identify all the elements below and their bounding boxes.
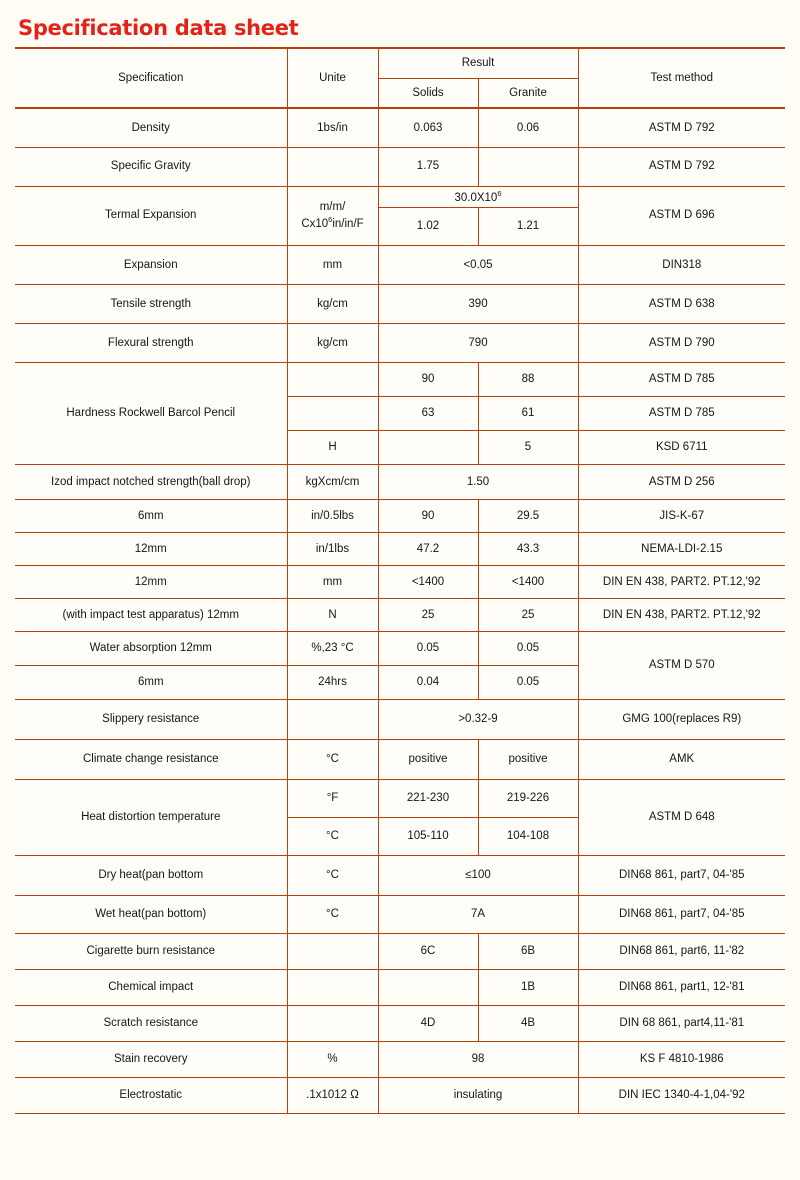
merged-result-cell: ≤100 xyxy=(378,855,578,895)
solids-cell: 221-230 xyxy=(378,779,478,817)
row-label: Density xyxy=(15,108,287,147)
merged-result-cell: 7A xyxy=(378,895,578,933)
unit-cell xyxy=(287,186,378,245)
unit-cell: in/0.5lbs xyxy=(287,499,378,532)
table-row xyxy=(15,245,785,284)
test-method-cell: DIN68 861, part6, 11-'82 xyxy=(578,933,785,969)
test-method-cell: DIN 68 861, part4,11-'81 xyxy=(578,1005,785,1041)
merged-superscript: 6 xyxy=(497,188,502,198)
table-row xyxy=(15,532,785,565)
table-row xyxy=(15,323,785,362)
column-header-solids: Solids xyxy=(378,78,478,108)
column-header-unite: Unite xyxy=(287,48,378,108)
solids-cell: 4D xyxy=(378,1005,478,1041)
unit-cell xyxy=(287,969,378,1005)
granite-cell: 219-226 xyxy=(478,779,578,817)
unit-cell: mm xyxy=(287,565,378,598)
merged-value: 30.0X10 xyxy=(454,191,498,204)
unit-cell xyxy=(287,1005,378,1041)
solids-cell: 90 xyxy=(378,362,478,396)
row-label: Electrostatic xyxy=(15,1077,287,1113)
unit-cell: kg/cm xyxy=(287,284,378,323)
solids-cell: 25 xyxy=(378,598,478,631)
merged-result-cell: 1.50 xyxy=(378,464,578,499)
merged-result-cell: 790 xyxy=(378,323,578,362)
test-method-cell: DIN EN 438, PART2. PT.12,'92 xyxy=(578,598,785,631)
table-row xyxy=(15,186,785,207)
merged-result-cell: insulating xyxy=(378,1077,578,1113)
granite-cell: 1.21 xyxy=(478,207,578,245)
granite-cell: 6B xyxy=(478,933,578,969)
solids-cell xyxy=(378,430,478,464)
row-label: Climate change resistance xyxy=(15,739,287,779)
test-method-cell: DIN IEC 1340-4-1,04-'92 xyxy=(578,1077,785,1113)
row-label: Dry heat(pan bottom xyxy=(15,855,287,895)
unit-cell xyxy=(287,362,378,396)
merged-result-cell: 390 xyxy=(378,284,578,323)
granite-cell: 0.06 xyxy=(478,108,578,147)
row-label: Water absorption 12mm xyxy=(15,631,287,665)
solids-cell: 47.2 xyxy=(378,532,478,565)
page-title: Specification data sheet xyxy=(18,16,299,40)
table-row xyxy=(15,1005,785,1041)
unit-cell: °C xyxy=(287,895,378,933)
test-method-cell: ASTM D 696 xyxy=(578,186,785,245)
test-method-cell: DIN EN 438, PART2. PT.12,'92 xyxy=(578,565,785,598)
table-row xyxy=(15,598,785,631)
table-row xyxy=(15,739,785,779)
table-row xyxy=(15,933,785,969)
test-method-cell: DIN318 xyxy=(578,245,785,284)
row-label: Izod impact notched strength(ball drop) xyxy=(15,464,287,499)
merged-result-cell: <0.05 xyxy=(378,245,578,284)
column-header-test-method: Test method xyxy=(578,48,785,108)
granite-cell: 1B xyxy=(478,969,578,1005)
specification-table xyxy=(15,47,785,1114)
table-row xyxy=(15,1041,785,1077)
granite-cell: 0.05 xyxy=(478,631,578,665)
column-header-result: Result xyxy=(378,48,578,78)
unit-cell: kgXcm/cm xyxy=(287,464,378,499)
test-method-cell: AMK xyxy=(578,739,785,779)
solids-cell: 90 xyxy=(378,499,478,532)
solids-cell: 0.063 xyxy=(378,108,478,147)
granite-cell: 43.3 xyxy=(478,532,578,565)
row-label: 12mm xyxy=(15,565,287,598)
test-method-cell: ASTM D 790 xyxy=(578,323,785,362)
unit-superscript: 6 xyxy=(328,214,333,224)
merged-result-cell: 98 xyxy=(378,1041,578,1077)
unit-cell: in/1lbs xyxy=(287,532,378,565)
solids-cell: <1400 xyxy=(378,565,478,598)
unit-line-1: m/m/ xyxy=(319,201,346,214)
column-header-granite: Granite xyxy=(478,78,578,108)
table-row xyxy=(15,1077,785,1113)
row-label: Wet heat(pan bottom) xyxy=(15,895,287,933)
unit-line-2b: in/in/F xyxy=(332,217,364,230)
unit-cell xyxy=(287,396,378,430)
table-row xyxy=(15,895,785,933)
solids-cell xyxy=(378,969,478,1005)
table-row xyxy=(15,499,785,532)
unit-cell xyxy=(287,699,378,739)
row-label: Chemical impact xyxy=(15,969,287,1005)
row-label: 6mm xyxy=(15,499,287,532)
unit-cell xyxy=(287,631,378,665)
unit-cell xyxy=(287,147,378,186)
solids-cell: 1.02 xyxy=(378,207,478,245)
solids-cell: 63 xyxy=(378,396,478,430)
table-row xyxy=(15,855,785,895)
unit-cell: mm xyxy=(287,245,378,284)
test-method-cell: GMG 100(replaces R9) xyxy=(578,699,785,739)
table-row xyxy=(15,284,785,323)
table-body xyxy=(15,108,785,1113)
table-row xyxy=(15,565,785,598)
merged-result-cell: >0.32-9 xyxy=(378,699,578,739)
test-method-cell: ASTM D 638 xyxy=(578,284,785,323)
test-method-cell: ASTM D 648 xyxy=(578,779,785,855)
row-label: Hardness Rockwell Barcol Pencil xyxy=(15,362,287,464)
unit-cell: N xyxy=(287,598,378,631)
solids-cell: 1.75 xyxy=(378,147,478,186)
unit-cell: °C xyxy=(287,855,378,895)
row-label: Flexural strength xyxy=(15,323,287,362)
granite-cell: 25 xyxy=(478,598,578,631)
table-row xyxy=(15,147,785,186)
solids-cell: 0.04 xyxy=(378,665,478,699)
granite-cell: 29.5 xyxy=(478,499,578,532)
test-method-cell: DIN68 861, part7, 04-'85 xyxy=(578,895,785,933)
table-row xyxy=(15,969,785,1005)
table-row xyxy=(15,108,785,147)
row-label: 12mm xyxy=(15,532,287,565)
table-row xyxy=(15,362,785,396)
column-header-specification: Specification xyxy=(15,48,287,108)
granite-cell: <1400 xyxy=(478,565,578,598)
row-label: Scratch resistance xyxy=(15,1005,287,1041)
granite-cell: 61 xyxy=(478,396,578,430)
header-row-1 xyxy=(15,48,785,78)
row-label: Expansion xyxy=(15,245,287,284)
table-row xyxy=(15,699,785,739)
test-method-cell: ASTM D 785 xyxy=(578,362,785,396)
row-label: Specific Gravity xyxy=(15,147,287,186)
unit-cell: % xyxy=(287,1041,378,1077)
granite-cell: 5 xyxy=(478,430,578,464)
table-row xyxy=(15,464,785,499)
test-method-cell: DIN68 861, part1, 12-'81 xyxy=(578,969,785,1005)
row-label: Cigarette burn resistance xyxy=(15,933,287,969)
unit-prefix: %,23 xyxy=(311,642,341,655)
granite-cell: 4B xyxy=(478,1005,578,1041)
unit-cell: H xyxy=(287,430,378,464)
granite-cell: 104-108 xyxy=(478,817,578,855)
test-method-cell: ASTM D 256 xyxy=(578,464,785,499)
row-label: Stain recovery xyxy=(15,1041,287,1077)
test-method-cell: ASTM D 792 xyxy=(578,147,785,186)
unit-cell: °F xyxy=(287,779,378,817)
row-label: Termal Expansion xyxy=(15,186,287,245)
unit-cell: °C xyxy=(287,739,378,779)
unit-cell: .1x1012 Ω xyxy=(287,1077,378,1113)
row-label: 6mm xyxy=(15,665,287,699)
row-label: Heat distortion temperature xyxy=(15,779,287,855)
row-label: Tensile strength xyxy=(15,284,287,323)
degree-unit: °C xyxy=(340,642,354,655)
table-row xyxy=(15,631,785,665)
unit-cell: 24hrs xyxy=(287,665,378,699)
test-method-cell: KSD 6711 xyxy=(578,430,785,464)
unit-cell xyxy=(287,933,378,969)
unit-cell: 1bs/in xyxy=(287,108,378,147)
test-method-cell: KS F 4810-1986 xyxy=(578,1041,785,1077)
solids-cell: 105-110 xyxy=(378,817,478,855)
unit-cell: kg/cm xyxy=(287,323,378,362)
row-label: Slippery resistance xyxy=(15,699,287,739)
test-method-cell: NEMA-LDI-2.15 xyxy=(578,532,785,565)
granite-cell: positive xyxy=(478,739,578,779)
test-method-cell: DIN68 861, part7, 04-'85 xyxy=(578,855,785,895)
merged-result-cell xyxy=(378,186,578,207)
test-method-cell: ASTM D 785 xyxy=(578,396,785,430)
table-row xyxy=(15,779,785,817)
row-label: (with impact test apparatus) 12mm xyxy=(15,598,287,631)
test-method-cell: JIS-K-67 xyxy=(578,499,785,532)
unit-line-2: Cx10 xyxy=(301,217,329,230)
test-method-cell: ASTM D 792 xyxy=(578,108,785,147)
granite-cell: 0.05 xyxy=(478,665,578,699)
granite-cell: 88 xyxy=(478,362,578,396)
granite-cell xyxy=(478,147,578,186)
solids-cell: 0.05 xyxy=(378,631,478,665)
test-method-cell: ASTM D 570 xyxy=(578,631,785,699)
unit-cell: °C xyxy=(287,817,378,855)
solids-cell: positive xyxy=(378,739,478,779)
table-header xyxy=(15,48,785,108)
solids-cell: 6C xyxy=(378,933,478,969)
